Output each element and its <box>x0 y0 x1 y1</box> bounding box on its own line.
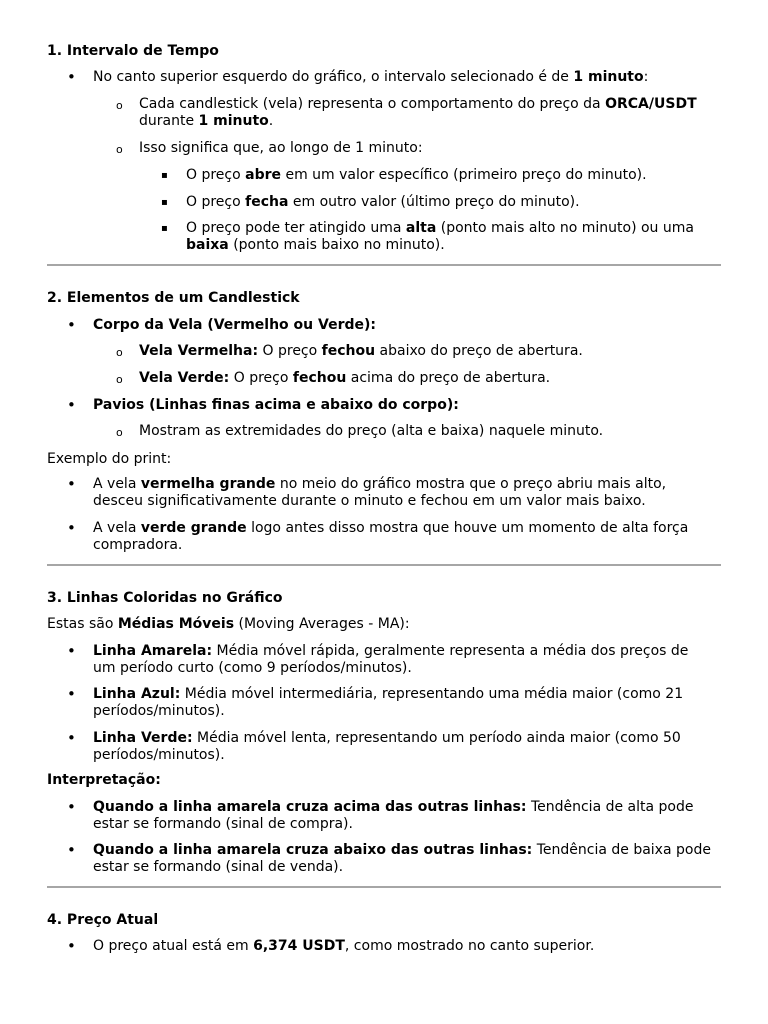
list-item-continuation: um período curto (como 9 períodos/minutos). <box>93 660 412 676</box>
list-item: Mostram as extremidades do preço (alta e baixa) naquele minuto. <box>139 423 604 439</box>
list-item: Linha Azul: Média móvel intermediária, representando uma média maior (como 21 <box>93 686 684 702</box>
list-item: O preço pode ter atingido uma alta (ponto mais alto no minuto) ou uma <box>186 220 694 236</box>
section-heading-intervalo: 1. Intervalo de Tempo <box>47 43 219 59</box>
disc-bullet: • <box>67 841 76 859</box>
horizontal-rule <box>47 264 721 266</box>
intro-paragraph: Estas são Médias Móveis (Moving Averages - MA): <box>47 616 410 632</box>
list-item: A vela vermelha grande no meio do gráfico mostra que o preço abriu mais alto, <box>93 476 667 492</box>
disc-bullet: • <box>67 475 76 493</box>
horizontal-rule <box>47 886 721 888</box>
list-item-continuation: compradora. <box>93 537 183 553</box>
section-heading-linhas: 3. Linhas Coloridas no Gráfico <box>47 590 283 606</box>
square-bullet: ▪ <box>161 170 168 181</box>
disc-bullet: • <box>67 396 76 414</box>
list-item: O preço abre em um valor específico (primeiro preço do minuto). <box>186 167 647 183</box>
list-item: Vela Verde: O preço fechou acima do preço de abertura. <box>139 370 551 386</box>
list-item: Corpo da Vela (Vermelho ou Verde): <box>93 317 376 333</box>
circle-bullet: o <box>116 143 123 156</box>
list-item-continuation: durante 1 minuto. <box>139 113 274 129</box>
circle-bullet: o <box>116 373 123 386</box>
list-item-continuation: estar se formando (sinal de venda). <box>93 859 344 875</box>
list-item: No canto superior esquerdo do gráfico, o intervalo selecionado é de 1 minuto: <box>93 69 649 85</box>
section-heading-preco: 4. Preço Atual <box>47 912 159 928</box>
disc-bullet: • <box>67 68 76 86</box>
disc-bullet: • <box>67 798 76 816</box>
horizontal-rule <box>47 564 721 566</box>
list-item-continuation: desceu significativamente durante o minuto e fechou em um valor mais baixo. <box>93 493 646 509</box>
disc-bullet: • <box>67 316 76 334</box>
list-item: Isso significa que, ao longo de 1 minuto: <box>139 140 423 156</box>
list-item: Pavios (Linhas finas acima e abaixo do corpo): <box>93 397 459 413</box>
disc-bullet: • <box>67 685 76 703</box>
list-item: Linha Verde: Média móvel lenta, representando um período ainda maior (como 50 <box>93 730 681 746</box>
disc-bullet: • <box>67 937 76 955</box>
list-item: Quando a linha amarela cruza abaixo das outras linhas: Tendência de baixa pode <box>93 842 711 858</box>
list-item-continuation: períodos/minutos). <box>93 703 225 719</box>
list-item: Linha Amarela: Média móvel rápida, geralmente representa a média dos preços de <box>93 643 689 659</box>
circle-bullet: o <box>116 99 123 112</box>
list-item-continuation: estar se formando (sinal de compra). <box>93 816 353 832</box>
list-item: Cada candlestick (vela) representa o comportamento do preço da ORCA/USDT <box>139 96 697 112</box>
list-item: O preço fecha em outro valor (último preço do minuto). <box>186 194 580 210</box>
circle-bullet: o <box>116 346 123 359</box>
example-label: Exemplo do print: <box>47 451 172 467</box>
list-item: A vela verde grande logo antes disso mostra que houve um momento de alta força <box>93 520 689 536</box>
interpretation-label: Interpretação: <box>47 772 161 788</box>
disc-bullet: • <box>67 642 76 660</box>
list-item: Quando a linha amarela cruza acima das outras linhas: Tendência de alta pode <box>93 799 694 815</box>
disc-bullet: • <box>67 729 76 747</box>
circle-bullet: o <box>116 426 123 439</box>
list-item-continuation: períodos/minutos). <box>93 747 225 763</box>
disc-bullet: • <box>67 519 76 537</box>
list-item-continuation: baixa (ponto mais baixo no minuto). <box>186 237 445 253</box>
square-bullet: ▪ <box>161 223 168 234</box>
square-bullet: ▪ <box>161 197 168 208</box>
section-heading-elementos: 2. Elementos de um Candlestick <box>47 290 300 306</box>
list-item: O preço atual está em 6,374 USDT, como mostrado no canto superior. <box>93 938 595 954</box>
list-item: Vela Vermelha: O preço fechou abaixo do preço de abertura. <box>139 343 583 359</box>
